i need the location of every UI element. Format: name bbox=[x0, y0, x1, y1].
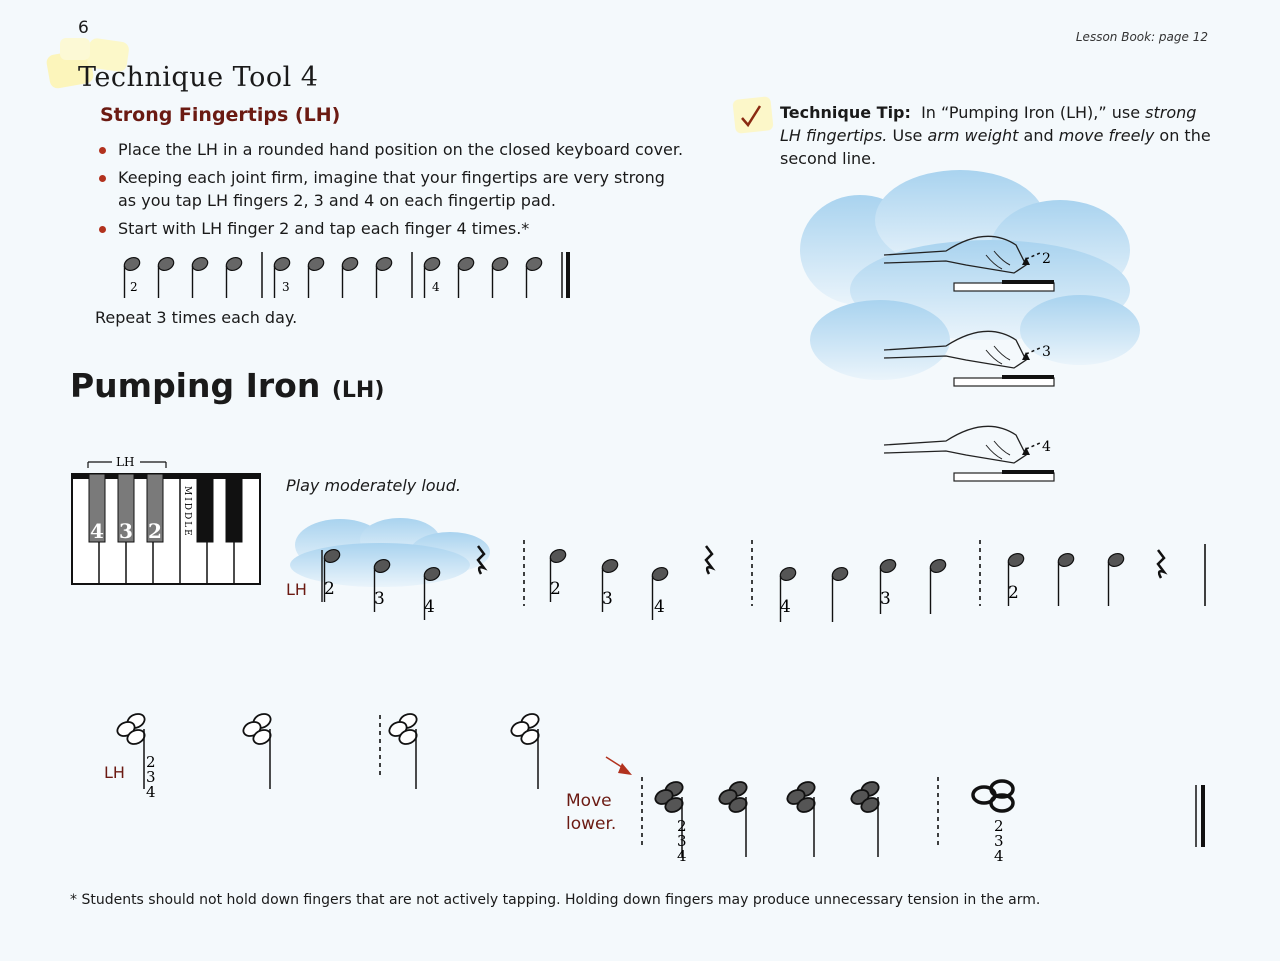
black-key bbox=[226, 474, 242, 542]
move-lower-instruction bbox=[566, 790, 616, 836]
tip-text: Use bbox=[887, 126, 928, 145]
exercise-notation bbox=[110, 248, 580, 304]
keyboard-finger: 4 bbox=[90, 519, 104, 543]
chord-fingering: 4 bbox=[146, 783, 156, 801]
illustration-finger-number: 3 bbox=[1042, 344, 1051, 360]
exercise-note bbox=[340, 255, 360, 298]
chord bbox=[387, 711, 419, 789]
instruction-item: Start with LH finger 2 and tap each finger 4 times.* bbox=[96, 217, 696, 240]
tapping-hand bbox=[884, 331, 1054, 386]
technique-tool-title: Technique Tool 4 bbox=[78, 62, 319, 93]
chord-fingering: 4 bbox=[677, 847, 687, 865]
line1-fingering: 2 bbox=[1008, 583, 1019, 603]
line1-fingering: 4 bbox=[780, 597, 791, 617]
chord-fingering: 3 bbox=[994, 832, 1004, 850]
instruction-item: Place the LH in a rounded hand position on the closed keyboard cover. bbox=[96, 138, 696, 161]
exercise-fingering: 3 bbox=[282, 280, 290, 294]
exercise-note bbox=[490, 255, 510, 298]
quarter-note bbox=[1106, 551, 1126, 606]
tapping-hand bbox=[884, 426, 1054, 481]
move-instruction-line: lower. bbox=[566, 814, 617, 834]
chord bbox=[241, 711, 273, 789]
technique-tip-label: Technique Tip: bbox=[780, 103, 911, 122]
chord-fingering: 2 bbox=[146, 753, 156, 771]
footnote: * Students should not hold down fingers that are not actively tapping. Holding down fingers may produce unnecessary tension in the arm. bbox=[70, 892, 1041, 908]
tip-emphasis: strong LH fingertips. bbox=[780, 103, 1197, 145]
technique-tool-subtitle: Strong Fingertips (LH) bbox=[100, 104, 341, 126]
tip-emphasis: arm weight bbox=[927, 126, 1019, 145]
keyboard-diagram bbox=[70, 450, 265, 590]
tip-text: and bbox=[1018, 126, 1059, 145]
line1-fingering: 4 bbox=[424, 597, 435, 617]
move-instruction-line: Move bbox=[566, 791, 612, 811]
middle-c-label: MIDDLE bbox=[182, 486, 192, 538]
tempo-instruction: Play moderately loud. bbox=[286, 476, 461, 495]
tip-text: In “Pumping Iron (LH),” use bbox=[921, 103, 1146, 122]
quarter-note bbox=[830, 565, 850, 622]
chord bbox=[785, 779, 817, 857]
line1-fingering: 3 bbox=[880, 589, 891, 609]
exercise-note bbox=[374, 255, 394, 298]
chord-fingering: 2 bbox=[677, 817, 687, 835]
keyboard-hand-label: LH bbox=[116, 455, 135, 469]
exercise-note bbox=[156, 255, 176, 298]
exercise-fingering: 4 bbox=[432, 280, 440, 294]
chord bbox=[115, 711, 147, 789]
exercise-note bbox=[306, 255, 326, 298]
keyboard-finger: 3 bbox=[119, 519, 133, 543]
lesson-book-reference: Lesson Book: page 12 bbox=[1075, 30, 1208, 44]
quarter-rest bbox=[478, 546, 484, 574]
exercise-fingering: 2 bbox=[130, 280, 138, 294]
tip-text: on the second line. bbox=[780, 126, 1211, 168]
exercise-note bbox=[224, 255, 244, 298]
piece-title bbox=[70, 366, 384, 405]
line1-fingering: 2 bbox=[550, 579, 561, 599]
chord-fingering: 3 bbox=[146, 768, 156, 786]
chord-fingering: 3 bbox=[677, 832, 687, 850]
tapping-hand bbox=[884, 236, 1054, 291]
exercise-note bbox=[456, 255, 476, 298]
arrow-head-icon bbox=[618, 763, 632, 775]
line2-notation bbox=[110, 705, 1220, 875]
quarter-note bbox=[928, 557, 948, 614]
black-key bbox=[197, 474, 213, 542]
line1-notation bbox=[300, 530, 1220, 630]
line2-hand-label: LH bbox=[104, 763, 125, 782]
chord-fingering: 2 bbox=[994, 817, 1004, 835]
chord bbox=[509, 711, 541, 789]
quarter-note bbox=[1056, 551, 1076, 606]
line1-fingering: 4 bbox=[654, 597, 665, 617]
line1-fingering: 2 bbox=[324, 579, 335, 599]
piece-title-suffix: (LH) bbox=[331, 378, 385, 403]
quarter-rest bbox=[1158, 550, 1164, 578]
chord bbox=[717, 779, 749, 857]
chord bbox=[849, 779, 881, 857]
piece-title-text: Pumping Iron bbox=[70, 366, 321, 405]
technique-tip bbox=[780, 101, 1220, 170]
illustration-finger-number: 4 bbox=[1042, 439, 1051, 455]
whole-note-chord bbox=[973, 781, 1013, 811]
tip-emphasis: move freely bbox=[1058, 126, 1155, 145]
exercise-note bbox=[524, 255, 544, 298]
line1-fingering: 3 bbox=[374, 589, 385, 609]
checkmark-icon bbox=[728, 96, 772, 136]
quarter-rest bbox=[706, 546, 712, 574]
exercise-note bbox=[190, 255, 210, 298]
line1-fingering: 3 bbox=[602, 589, 613, 609]
line1-hand-label: LH bbox=[286, 580, 307, 599]
illustration-finger-number: 2 bbox=[1042, 251, 1051, 267]
page-number: 6 bbox=[78, 18, 89, 38]
chord-fingering: 4 bbox=[994, 847, 1004, 865]
repeat-instruction: Repeat 3 times each day. bbox=[95, 308, 298, 327]
instruction-item: Keeping each joint firm, imagine that your fingertips are very strong as you tap LH fingers 2, 3 and 4 on each fingertip pad. bbox=[96, 166, 696, 212]
instruction-list bbox=[96, 138, 696, 245]
hand-tapping-illustration bbox=[876, 215, 1066, 485]
keyboard-finger: 2 bbox=[148, 519, 162, 543]
